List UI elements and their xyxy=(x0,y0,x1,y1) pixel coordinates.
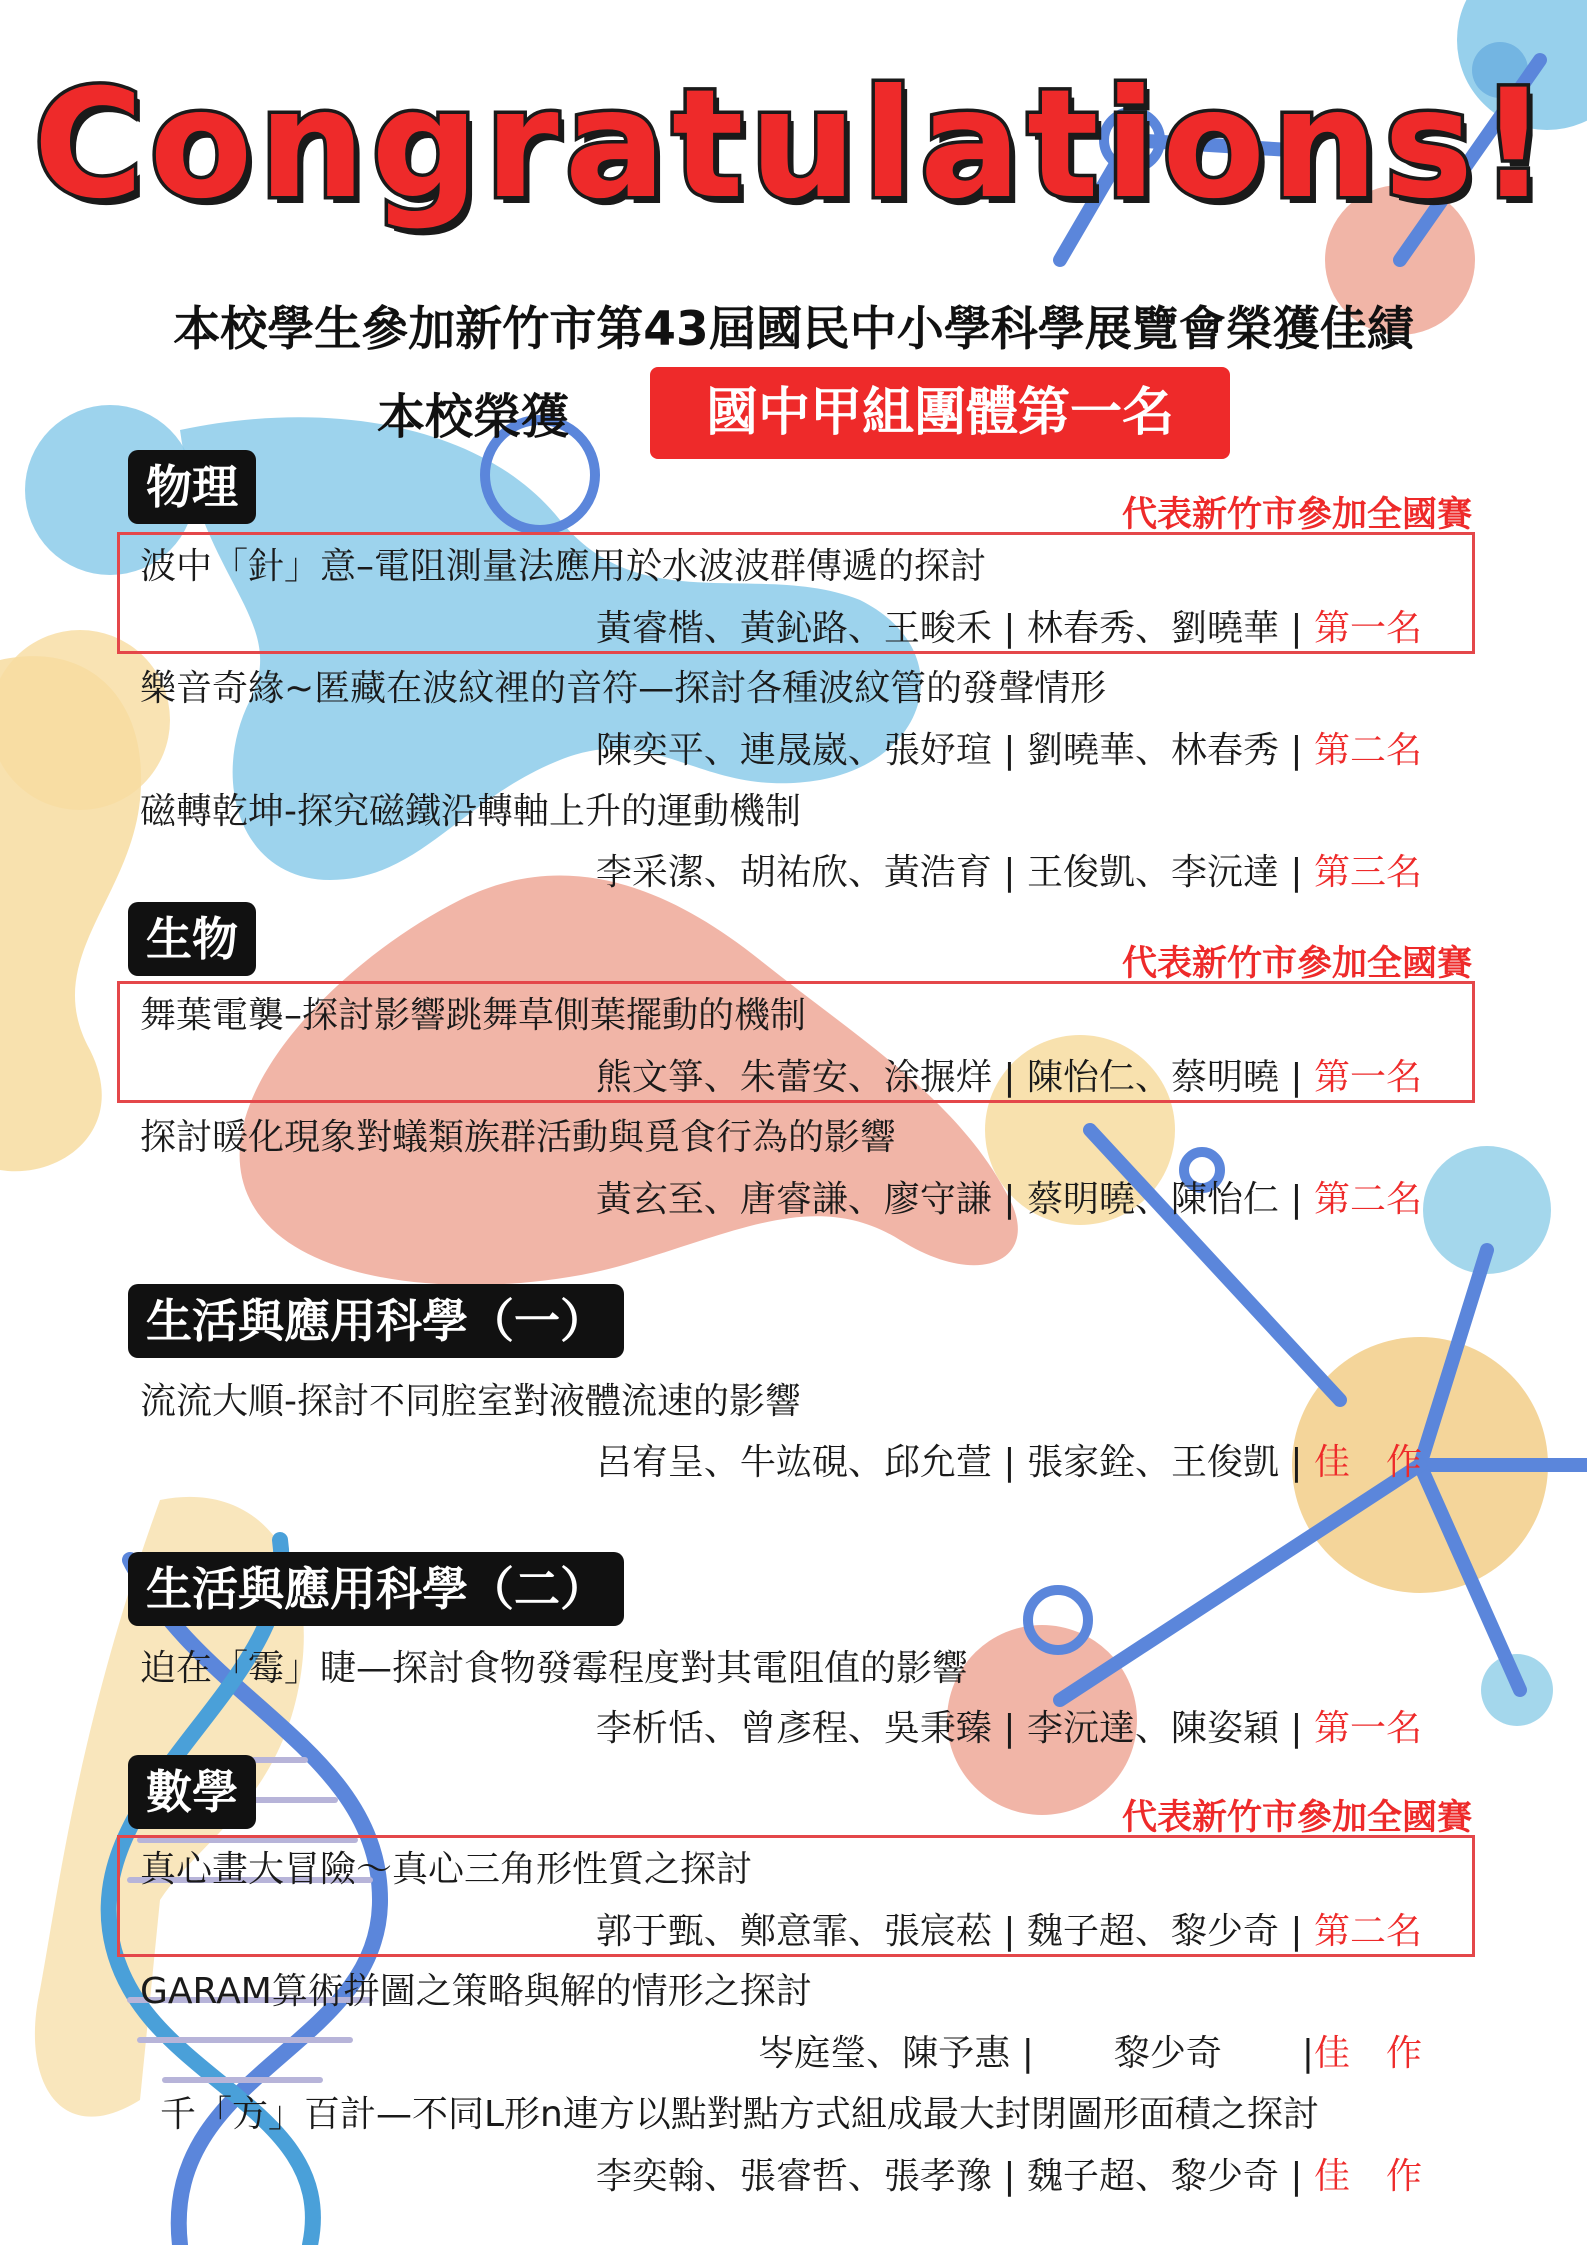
national-representative-label: 代表新竹市參加全國賽 xyxy=(1121,495,1472,535)
entry-title: 流流大順-探討不同腔室對液體流速的影響 xyxy=(140,1381,801,1422)
students: 黃睿楷、黃鈊路、王畯禾 xyxy=(595,608,992,649)
teachers: 劉曉華、林春秀 xyxy=(1026,730,1279,771)
entry-title: 真心畫大冒險～真心三角形性質之探討 xyxy=(140,1849,753,1890)
event-subtitle: 本校學生參加新竹市第43屆國民中小學科學展覽會榮獲佳績 xyxy=(173,302,1414,357)
national-representative-label: 代表新竹市參加全國賽 xyxy=(1121,1798,1472,1838)
entry-title: 磁轉乾坤-探究磁鐵沿轉軸上升的運動機制 xyxy=(140,791,801,832)
teachers: 陳怡仁、蔡明曉 xyxy=(1026,1057,1279,1098)
category-label-physics: 物理 xyxy=(128,450,256,524)
rank: 第一名 xyxy=(1313,1057,1422,1098)
entry-title: 迫在「霉」睫—探討食物發霉程度對其電阻值的影響 xyxy=(140,1648,969,1689)
category-label-applied-science-2: 生活與應用科學（二） xyxy=(128,1552,624,1626)
entry-credits: 熊文箏、朱蕾安、涂搌烊 | 陳怡仁、蔡明曉 | 第一名 xyxy=(595,1057,1422,1098)
entry-credits: 呂宥呈、牛竑硯、邱允萱 | 張家銓、王俊凱 | 佳 作 xyxy=(595,1442,1422,1483)
category-label-applied-science-1: 生活與應用科學（一） xyxy=(128,1284,624,1358)
entry-credits: 李奕翰、張睿哲、張孝豫 | 魏子超、黎少奇 | 佳 作 xyxy=(595,2156,1422,2197)
teachers: 魏子超、黎少奇 xyxy=(1026,1911,1279,1952)
students: 李析恬、曾彥程、吳秉臻 xyxy=(595,1708,992,1749)
students: 熊文箏、朱蕾安、涂搌烊 xyxy=(595,1057,992,1098)
teachers: 張家銓、王俊凱 xyxy=(1026,1442,1279,1483)
rank: 第二名 xyxy=(1313,730,1422,771)
rank: 第一名 xyxy=(1313,1708,1422,1749)
students: 李奕翰、張睿哲、張孝豫 xyxy=(595,2156,992,2197)
entry-title: 千「方」百計—不同L形n連方以點對點方式組成最大封閉圖形面積之探討 xyxy=(160,2094,1319,2135)
teachers: 黎少奇 xyxy=(1113,2033,1222,2074)
entry-credits: 陳奕平、連晟崴、張妤瑄 | 劉曉華、林春秀 | 第二名 xyxy=(595,730,1422,771)
teachers: 王俊凱、李沅達 xyxy=(1026,852,1279,893)
students: 李采潔、胡祐欣、黃浩育 xyxy=(595,852,992,893)
rank: 第二名 xyxy=(1313,1179,1422,1220)
rank: 第二名 xyxy=(1313,1911,1422,1952)
teachers: 李沅達、陳姿穎 xyxy=(1026,1708,1279,1749)
award-lead-text: 本校榮獲 xyxy=(377,389,570,445)
students: 呂宥呈、牛竑硯、邱允萱 xyxy=(595,1442,992,1483)
rank: 第一名 xyxy=(1313,608,1422,649)
entry-title: 波中「針」意–電阻測量法應用於水波波群傳遞的探討 xyxy=(140,546,987,587)
rank: 佳 作 xyxy=(1313,2033,1422,2074)
national-representative-label: 代表新竹市參加全國賽 xyxy=(1121,944,1472,984)
entry-credits: 黃睿楷、黃鈊路、王畯禾 | 林春秀、劉曉華 | 第一名 xyxy=(595,608,1422,649)
team-award-badge: 國中甲組團體第一名 xyxy=(650,367,1230,459)
entry-title: 舞葉電襲–探討影響跳舞草側葉擺動的機制 xyxy=(140,995,807,1036)
teachers: 魏子超、黎少奇 xyxy=(1026,2156,1279,2197)
congratulations-headline: Congratulations! xyxy=(33,58,1554,232)
entry-credits: 李采潔、胡祐欣、黃浩育 | 王俊凱、李沅達 | 第三名 xyxy=(595,852,1422,893)
entry-title: 探討暖化現象對蟻類族群活動與覓食行為的影響 xyxy=(140,1117,897,1158)
category-label-math: 數學 xyxy=(128,1755,256,1829)
rank: 佳 作 xyxy=(1313,1442,1422,1483)
students: 郭于甄、鄭意霏、張宸菘 xyxy=(595,1911,992,1952)
category-label-biology: 生物 xyxy=(128,902,256,976)
entry-title: 樂音奇緣~匿藏在波紋裡的音符—探討各種波紋管的發聲情形 xyxy=(140,668,1107,709)
students: 岑庭瑩、陳予惠 xyxy=(758,2033,1011,2074)
students: 陳奕平、連晟崴、張妤瑄 xyxy=(595,730,992,771)
rank: 第三名 xyxy=(1313,852,1422,893)
rank: 佳 作 xyxy=(1313,2156,1422,2197)
entry-credits: 李析恬、曾彥程、吳秉臻 | 李沅達、陳姿穎 | 第一名 xyxy=(595,1708,1422,1749)
students: 黃玄至、唐睿謙、廖守謙 xyxy=(595,1179,992,1220)
teachers: 林春秀、劉曉華 xyxy=(1026,608,1279,649)
entry-credits: 岑庭瑩、陳予惠 | 黎少奇 |佳 作 xyxy=(758,2033,1422,2074)
entry-credits: 郭于甄、鄭意霏、張宸菘 | 魏子超、黎少奇 | 第二名 xyxy=(595,1911,1422,1952)
entry-title: GARAM算術拼圖之策略與解的情形之探討 xyxy=(140,1971,812,2012)
teachers: 蔡明曉、陳怡仁 xyxy=(1026,1179,1279,1220)
entry-credits: 黃玄至、唐睿謙、廖守謙 | 蔡明曉、陳怡仁 | 第二名 xyxy=(595,1179,1422,1220)
